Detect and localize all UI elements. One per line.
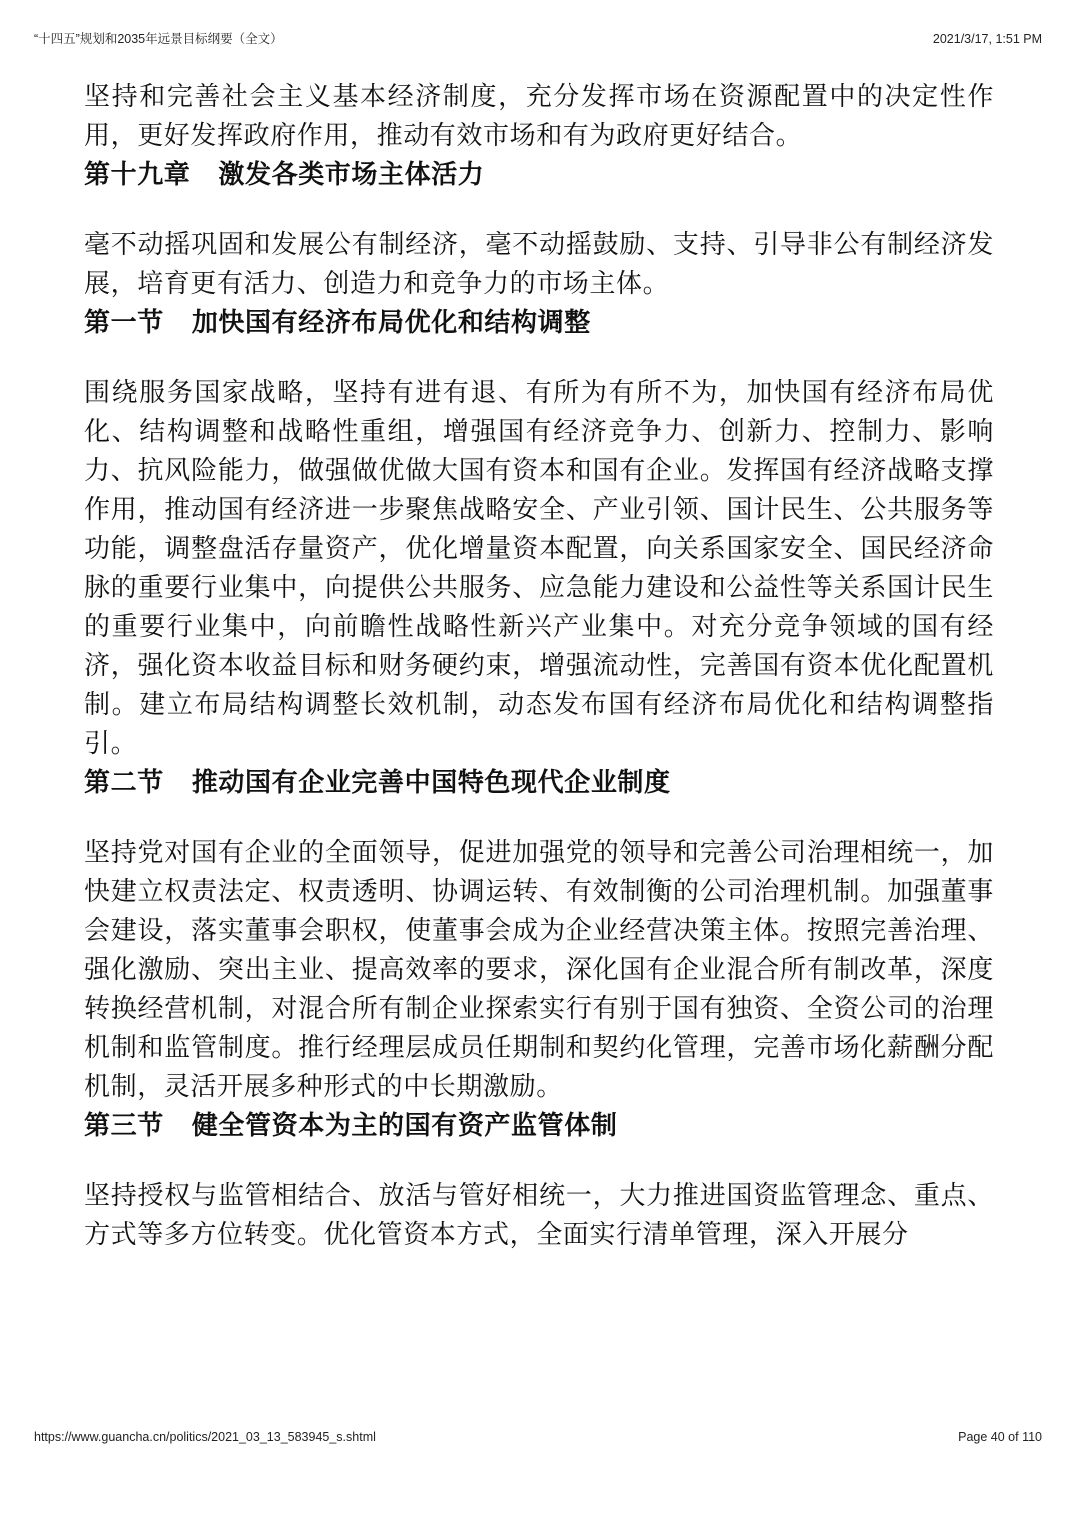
section-heading [84,304,994,343]
paragraph: 毫不动摇巩固和发展公有制经济，毫不动摇鼓励、支持、引导非公有制经济发展，培育更有活力、创造力和竞争力的市场主体。 [84,230,994,299]
section-title: 健全管资本为主的国有资产监管体制 [191,1111,618,1141]
article-content [84,78,994,1255]
paragraph: 坚持授权与监管相结合、放活与管好相统一，大力推进国资监管理念、重点、方式等多方位转变。优化管资本方式，全面实行清单管理，深入开展分 [84,1181,994,1250]
section-number: 第一节 [84,308,164,338]
section-number: 第二节 [84,768,164,798]
section-title: 推动国有企业完善中国特色现代企业制度 [191,768,671,798]
section-heading [84,1107,994,1146]
chapter-heading [84,156,994,195]
paragraph: 围绕服务国家战略，坚持有进有退、有所为有所不为，加快国有经济布局优化、结构调整和战略性重组，增强国有经济竞争力、创新力、控制力、影响力、抗风险能力，做强做优做大国有资本和国有企业。发挥国有经济战略支撑作用，推动国有经济进一步聚焦战略安全、产业引领、国计民生、公共服务等功能，调整盘活存量资产，优化增量资本配置，向关系国家安全、国民经济命脉的重要行业集中，向提供公共服务、应急能力建设和公益性等关系国计民生的重要行业集中，向前瞻性战略性新兴产业集中。对充分竞争领域的国有经济，强化资本收益目标和财务硬约束，增强流动性，完善国有资本优化配置机制。建立布局结构调整长效机制，动态发布国有经济布局优化和结构调整指引。 [84,378,994,759]
page-number: Page 40 of 110 [958,1430,1042,1444]
paragraph: 坚持和完善社会主义基本经济制度，充分发挥市场在资源配置中的决定性作用，更好发挥政府作用，推动有效市场和有为政府更好结合。 [84,82,994,151]
section-heading [84,764,994,803]
section-number: 第三节 [84,1111,164,1141]
paragraph: 坚持党对国有企业的全面领导，促进加强党的领导和完善公司治理相统一，加快建立权责法定、权责透明、协调运转、有效制衡的公司治理机制。加强董事会建设，落实董事会职权，使董事会成为企业经营决策主体。按照完善治理、强化激励、突出主业、提高效率的要求，深化国有企业混合所有制改革，深度转换经营机制，对混合所有制企业探索实行有别于国有独资、全资公司的治理机制和监管制度。推行经理层成员任期制和契约化管理，完善市场化薪酬分配机制，灵活开展多种形式的中长期激励。 [84,838,994,1102]
print-datetime: 2021/3/17, 1:51 PM [932,32,1042,46]
source-url: https://www.guancha.cn/politics/2021_03_13_583945_s.shtml [34,1430,376,1444]
print-header [34,31,1042,47]
section-title: 加快国有经济布局优化和结构调整 [191,308,591,338]
chapter-number: 第十九章 [84,160,191,190]
print-footer [34,1429,1042,1445]
chapter-title: 激发各类市场主体活力 [218,160,485,190]
document-title: “十四五”规划和2035年远景目标纲要（全文） [34,32,283,46]
